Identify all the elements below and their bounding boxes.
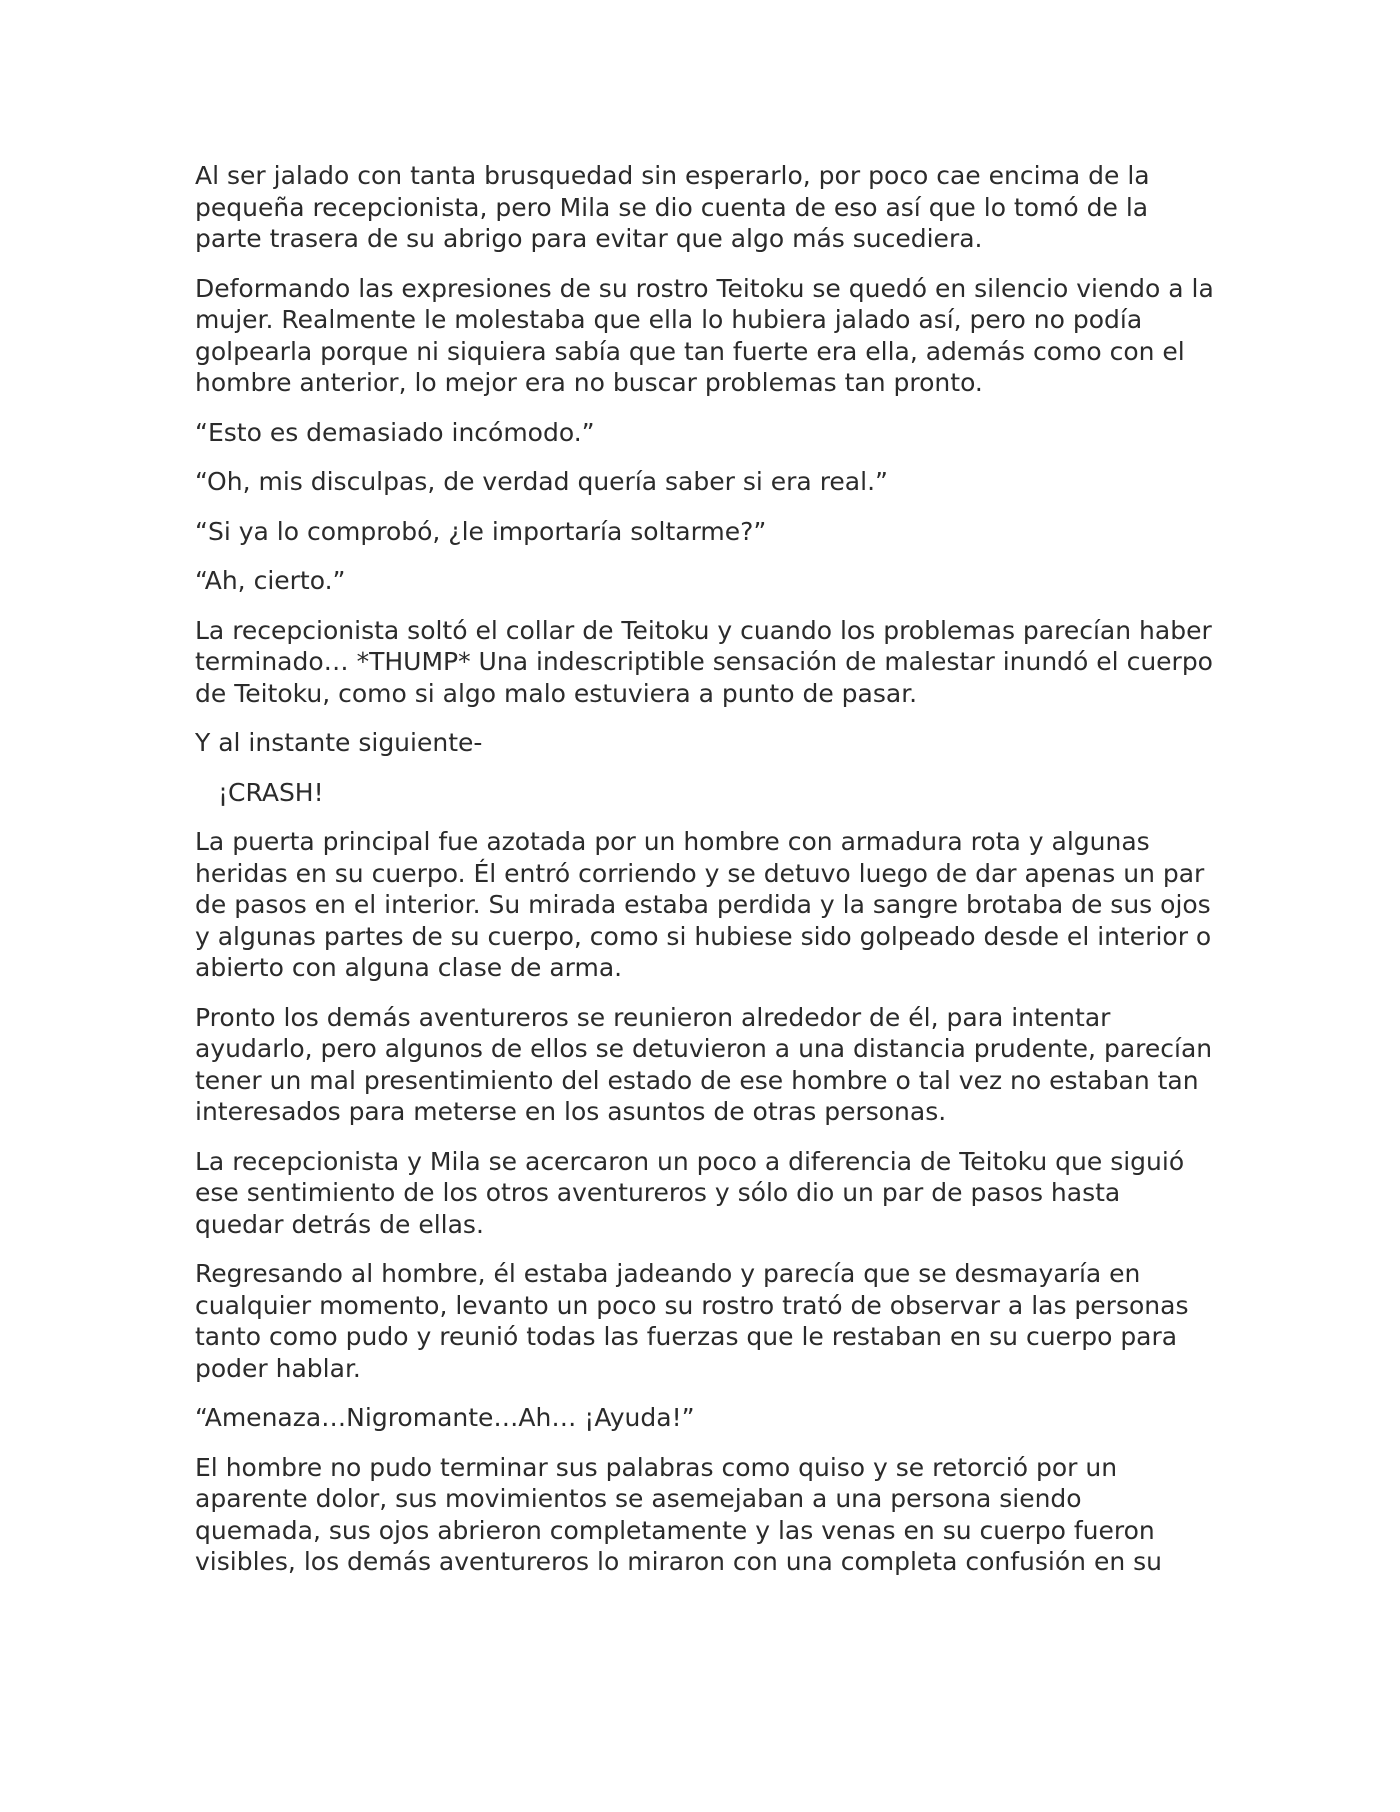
- paragraph: La recepcionista soltó el collar de Teitoku y cuando los problemas parecían haber terminado… *THUMP* Una indescriptible sensación de malestar inundó el cuerpo de Teitoku, como si algo malo estuviera a punto de pasar.: [195, 615, 1213, 708]
- paragraph: La recepcionista y Mila se acercaron un poco a diferencia de Teitoku que siguió ese sentimiento de los otros aventureros y sólo dio un par de pasos hasta quedar detrás de ellas.: [195, 1146, 1185, 1239]
- paragraph: Y al instante siguiente-: [195, 728, 483, 757]
- paragraph: La puerta principal fue azotada por un hombre con armadura rota y algunas heridas en su cuerpo. Él entró corriendo y se detuvo luego de dar apenas un par de pasos en el interior. Su mirada estaba perdida y la sangre brotaba de sus ojos y algunas partes de su cuerpo, como si hubiese sido golpeado desde el interior o abierto con alguna clase de arma.: [195, 827, 1212, 982]
- paragraph: Pronto los demás aventureros se reunieron alrededor de él, para intentar ayudarlo, pero algunos de ellos se detuvieron a una distancia prudente, parecían tener un mal presentimiento del estado de ese hombre o tal vez no estaban tan interesados para meterse en los asuntos de otras personas.: [195, 1002, 1213, 1126]
- dialogue-line: “Si ya lo comprobó, ¿le importaría soltarme?”: [195, 516, 767, 546]
- paragraph: El hombre no pudo terminar sus palabras como quiso y se retorció por un aparente dolor, sus movimientos se asemejaban a una persona siendo quemada, sus ojos abrieron completamente y las venas en su cuerpo fueron visibles, los demás aventureros lo miraron con una completa confusión en su: [195, 1452, 1163, 1576]
- dialogue-line: “Esto es demasiado incómodo.”: [195, 417, 595, 447]
- document-page: [195, 160, 1215, 1596]
- dialogue-line: “Oh, mis disculpas, de verdad quería saber si era real.”: [195, 467, 888, 496]
- paragraph: Deformando las expresiones de su rostro Teitoku se quedó en silencio viendo a la mujer. Realmente le molestaba que ella lo hubiera jalado así, pero no podía golpearla porque ni siquiera sabía que tan fuerte era ella, además como con el hombre anterior, lo mejor era no buscar problemas tan pronto.: [195, 273, 1214, 397]
- paragraph: Regresando al hombre, él estaba jadeando y parecía que se desmayaría en cualquier momento, levanto un poco su rostro trató de observar a las personas tanto como pudo y reunió todas las fuerzas que le restaban en su cuerpo para poder hablar.: [195, 1259, 1189, 1383]
- dialogue-line: “Amenaza…Nigromante…Ah… ¡Ayuda!”: [195, 1403, 695, 1432]
- sound-effect-line: ¡CRASH!: [218, 777, 324, 807]
- dialogue-line: “Ah, cierto.”: [195, 566, 346, 595]
- paragraph: Al ser jalado con tanta brusquedad sin esperarlo, por poco cae encima de la pequeña recepcionista, pero Mila se dio cuenta de eso así que lo tomó de la parte trasera de su abrigo para evitar que algo más sucediera.: [195, 161, 1150, 253]
